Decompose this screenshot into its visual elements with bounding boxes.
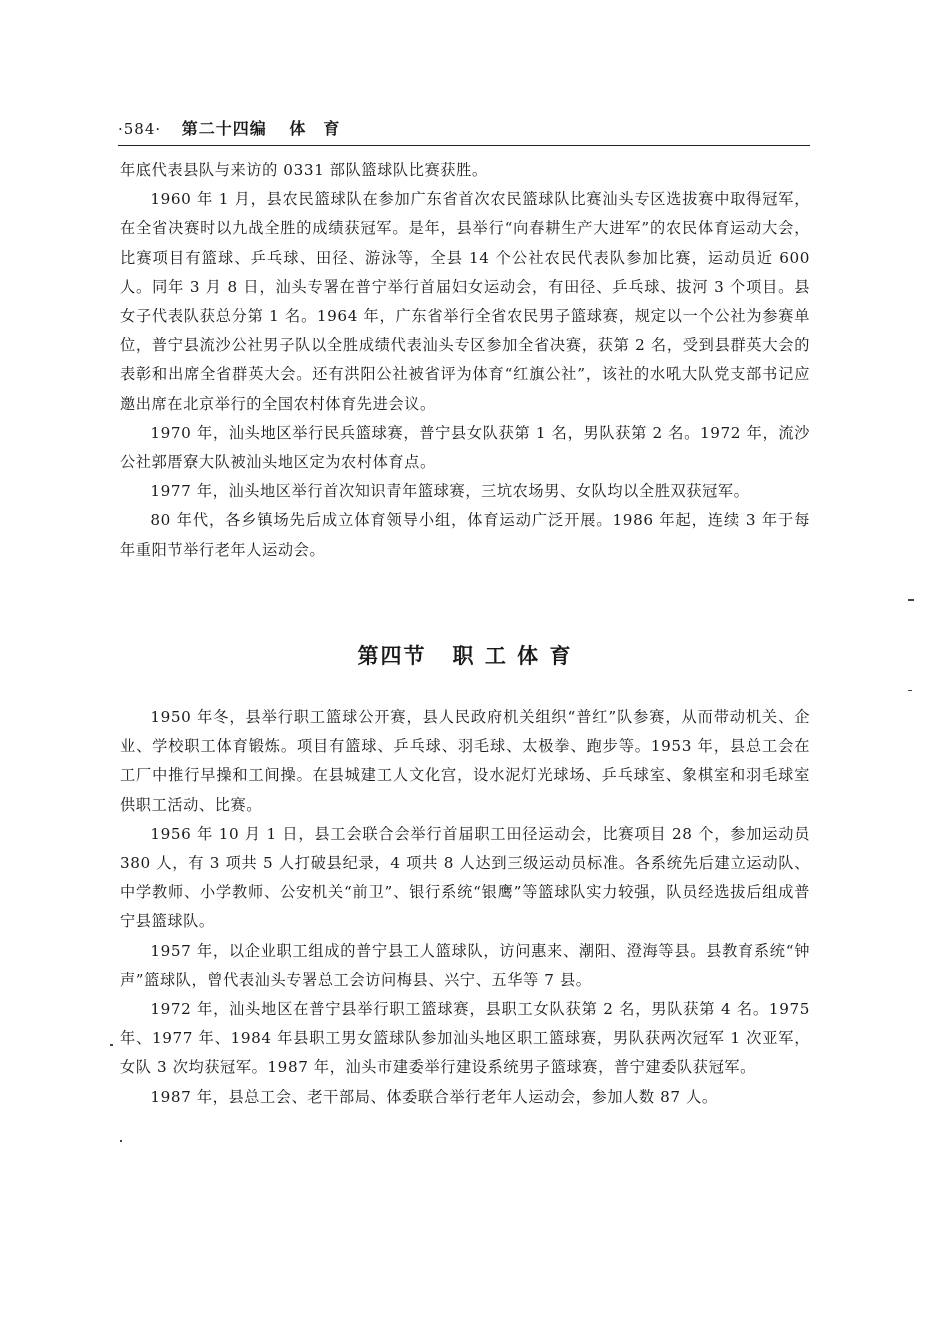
paragraph: 1956 年 10 月 1 日，县工会联合会举行首届职工田径运动会，比赛项目 28 个，参加运动员 380 人，有 3 项共 5 人打破县纪录，4 项共 8 人达到三级运动员标准。各系统先后建立运动队、中学教师、小学教师、公安机关“前卫”、银行系统“银鹰”等篮球队实力较强，队员经选拔后组成普宁县篮球队。 [120, 824, 810, 931]
part-title: 第二十四编 [181, 119, 267, 138]
subject-title: 体 育 [289, 119, 341, 138]
paragraph: 1977 年，汕头地区举行首次知识青年篮球赛，三坑农场男、女队均以全胜双获冠军。 [150, 482, 750, 501]
section-body-text [120, 703, 810, 1112]
paragraph: 1950 年冬，县举行职工篮球公开赛，县人民政府机关组织“普红”队参赛，从而带动机关、企业、学校职工体育锻炼。项目有篮球、乒乓球、羽毛球、太极拳、跑步等。1953 年，县总工会在工厂中推行早操和工间操。在县城建工人文化宫，设水泥灯光球场、乒乓球室、象棋室和羽毛球室供职工活动、比赛。 [120, 708, 810, 814]
page-number: ·584· [118, 120, 162, 138]
paragraph: 年底代表县队与来访的 0331 部队篮球队比赛获胜。 [120, 161, 488, 179]
section-number: 第四节 [357, 644, 427, 668]
previous-section-text [120, 156, 810, 565]
section-title: 职 工 体 育 [452, 644, 573, 668]
paragraph: 80 年代，各乡镇场先后成立体育领导小组，体育运动广泛开展。1986 年起，连续 3 年于每年重阳节举行老年人运动会。 [120, 511, 810, 559]
scan-speck [120, 1140, 122, 1142]
paragraph: 1957 年，以企业职工组成的普宁县工人篮球队，访问惠来、潮阳、澄海等县。县教育系统“钟声”篮球队，曾代表汕头专署总工会访问梅县、兴宁、五华等 7 县。 [120, 941, 810, 989]
scan-speck [908, 599, 914, 601]
running-header [118, 116, 808, 146]
paragraph: 1987 年，县总工会、老干部局、体委联合举行老年人运动会，参加人数 87 人。 [150, 1087, 718, 1106]
scan-speck [110, 1044, 113, 1046]
paragraph: 1970 年，汕头地区举行民兵篮球赛，普宁县女队获第 1 名，男队获第 2 名。1972 年，流沙公社郭厝寮大队被汕头地区定为农村体育点。 [120, 423, 810, 472]
section-heading [120, 640, 810, 670]
paragraph: 1972 年，汕头地区在普宁县举行职工篮球赛，县职工女队获第 2 名，男队获第 4 名。1975 年、1977 年、1984 年县职工男女篮球队参加汕头地区职工篮球赛，男队获两次冠军 1 次亚军，女队 3 次均获冠军。1987 年，汕头市建委举行建设系统男子篮球赛，普宁建委队获冠军。 [120, 1000, 810, 1077]
header-rule [118, 145, 810, 146]
scan-speck [908, 690, 912, 691]
paragraph: 1960 年 1 月，县农民篮球队在参加广东省首次农民篮球队比赛汕头专区选拔赛中取得冠军，在全省决赛时以九战全胜的成绩获冠军。是年，县举行“向春耕生产大进军”的农民体育运动大会，比赛项目有篮球、乒乓球、田径、游泳等，全县 14 个公社农民代表队参加比赛，运动员近 600 人。同年 3 月 8 日，汕头专署在普宁举行首届妇女运动会，有田径、乒乓球、拔河 3 个项目。县女子代表队获总分第 1 名。1964 年，广东省举行全省农民男子篮球赛，规定以一个公社为参赛单位，普宁县流沙公社男子队以全胜成绩代表汕头专区参加全省决赛，获第 2 名，受到县群英大会的表彰和出席全省群英大会。还有洪阳公社被省评为体育“红旗公社”，该社的水吼大队党支部书记应邀出席在北京举行的全国农村体育先进会议。 [120, 190, 810, 413]
